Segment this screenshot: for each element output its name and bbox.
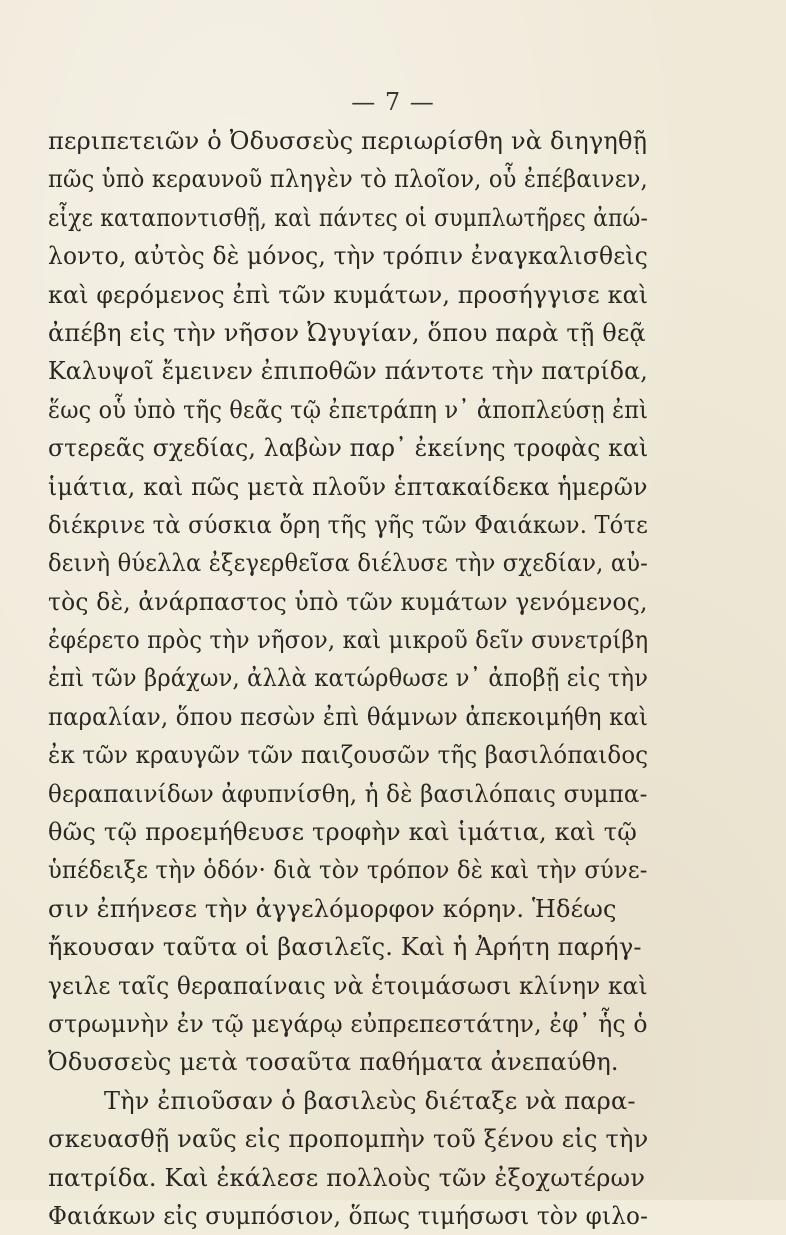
text-line: στερεᾶς σχεδίας, λαβὼν παρ᾽ ἐκείνης τροφὰς καὶ [48,434,649,463]
text-line: ἐπὶ τῶν βράχων, ἀλλὰ κατώρθωσε ν᾽ ἀποβῇ εἰς τὴν [48,664,649,693]
page-number: — 7 — [351,88,435,116]
text-line: γειλε ταῖς θεραπαίναις νὰ ἑτοιμάσωσι κλίνην καὶ [48,971,648,1000]
text-line: εἶχε καταποντισθῇ, καὶ πάντες οἱ συμπλωτῆρες ἀπώ- [48,203,649,232]
paragraph-start-line: Τὴν ἐπιοῦσαν ὁ βασιλεὺς διέταξε νὰ παρα- [104,1086,636,1115]
text-line: ἐφέρετο πρὸς τὴν νῆσον, καὶ μικροῦ δεῖν συνετρίβη [48,626,649,655]
text-line: πατρίδα. Καὶ ἐκάλεσε πολλοὺς τῶν ἐξοχωτέρων [48,1163,646,1192]
text-line: ἤκουσαν ταῦτα οἱ βασιλεῖς. Καὶ ἡ Ἀρήτη παρήγ- [48,933,642,962]
text-line: θῶς τῷ προεμήθευσε τροφὴν καὶ ἱμάτια, καὶ τῷ [48,818,637,847]
text-line: τὸς δὲ, ἀνάρπαστος ὑπὸ τῶν κυμάτων γενόμενος, [48,587,648,616]
text-line: σκευασθῇ ναῦς εἰς προπομπὴν τοῦ ξένου εἰς τὴν [48,1125,649,1154]
text-line: περιπετειῶν ὁ Ὀδυσσεὺς περιωρίσθη νὰ διηγηθῇ [48,127,648,155]
text-line: παραλίαν, ὅπου πεσὼν ἐπὶ θάμνων ἀπεκοιμήθη καὶ [48,702,649,731]
text-line: λοντο, αὐτὸς δὲ μόνος, τὴν τρόπιν ἐναγκαλισθεὶς [48,242,649,271]
body-text [48,122,648,1235]
text-line: Καλυψοῖ ἔμεινεν ἐπιποθῶν πάντοτε τὴν πατρίδα, [48,357,648,386]
text-line: ἀπέβη εἰς τὴν νῆσον Ὠγυγίαν, ὅπου παρὰ τῇ θεᾷ [48,318,646,347]
text-line: ἐκ τῶν κραυγῶν τῶν παιζουσῶν τῆς βασιλόπαιδος [48,741,649,770]
text-line: θεραπαινίδων ἀφυπνίσθη, ἡ δὲ βασιλόπαις συμπα- [48,779,648,808]
text-line: πῶς ὑπὸ κεραυνοῦ πληγὲν τὸ πλοῖον, οὗ ἐπέβαινεν, [48,165,648,194]
text-line: καὶ φερόμενος ἐπὶ τῶν κυμάτων, προσήγγισε καὶ [48,280,649,309]
text-line: ἱμάτια, καὶ πῶς μετὰ πλοῦν ἑπτακαίδεκα ἡμερῶν [48,472,648,501]
text-line: σιν ἐπήνεσε τὴν ἀγγελόμορφον κόρην. Ἡδέως [48,894,617,923]
text-line: δεινὴ θύελλα ἐξεγερθεῖσα διέλυσε τὴν σχεδίαν, αὐ- [48,549,648,578]
text-line: Ὀδυσσεὺς μετὰ τοσαῦτα παθήματα ἀνεπαύθη. [48,1048,619,1077]
text-line: στρωμνὴν ἐν τῷ μεγάρῳ εὐπρεπεστάτην, ἐφ᾽ ἧς ὁ [48,1009,648,1038]
text-line: διέκρινε τὰ σύσκια ὄρη τῆς γῆς τῶν Φαιάκων. Τότε [48,510,649,539]
text-line: ὑπέδειξε τὴν ὁδόν· διὰ τὸν τρόπον δὲ καὶ τὴν σύνε- [48,856,648,885]
text-line: Φαιάκων εἰς συμπόσιον, ὅπως τιμήσωσι τὸν φιλο- [48,1201,649,1230]
text-line: ἕως οὗ ὑπὸ τῆς θεᾶς τῷ ἐπετράπη ν᾽ ἀποπλεύσῃ ἐπὶ [48,395,649,424]
